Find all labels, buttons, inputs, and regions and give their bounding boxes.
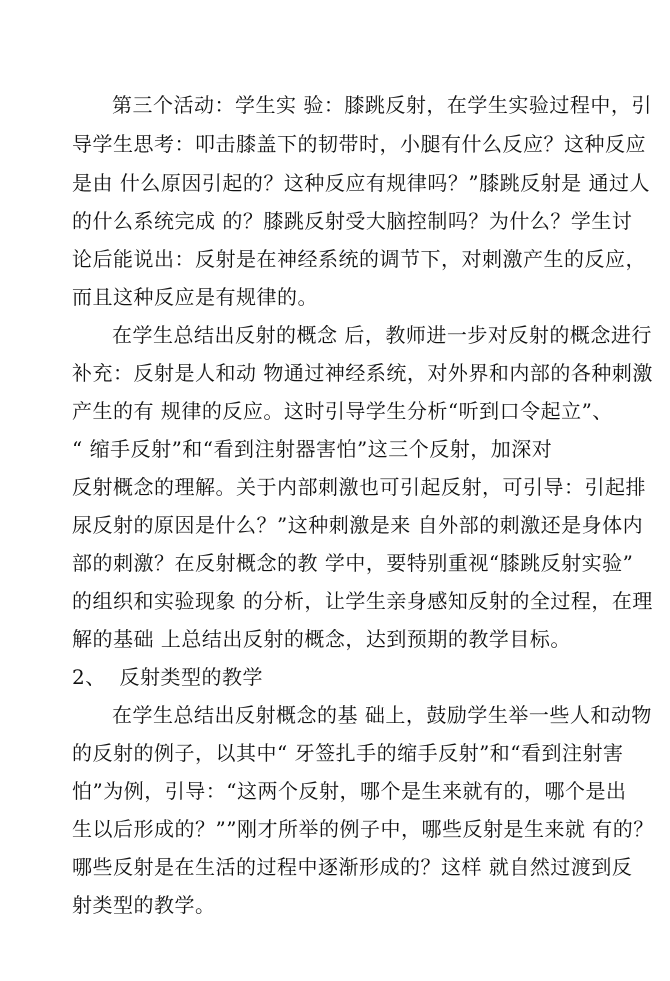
paragraph-2-line-2: 补充：反射是人和动 物通过神经系统，对外界和内部的各种刺激: [72, 361, 653, 385]
paragraph-1-line-6: 而且这种反应是有规律的。: [72, 285, 318, 309]
paragraph-3-line-4: 生以后形成的？””刚才所举的例子中，哪些反射是生来就 有的？: [72, 817, 654, 841]
paragraph-1-line-3: 是由 什么原因引起的？这种反应有规律吗？”膝跳反射是 通过人: [72, 171, 650, 195]
paragraph-1-line-4: 的什么系统完成 的？膝跳反射受大脑控制吗？为什么？学生讨: [72, 209, 633, 233]
paragraph-2-line-8: 的组织和实验现象 的分析，让学生亲身感知反射的全过程，在理: [72, 589, 653, 613]
paragraph-1-line-2: 导学生思考：叩击膝盖下的韧带时，小腿有什么反应？这种反应: [72, 132, 646, 156]
paragraph-2-line-5: 反射概念的理解。关于内部刺激也可引起反射，可引导：引起排: [72, 475, 646, 499]
paragraph-2-line-4: “ 缩手反射”和“看到注射器害怕”这三个反射，加深对: [72, 437, 553, 461]
paragraph-3-line-3: 怕”为例，引导：“这两个反射，哪个是生来就有的，哪个是出: [72, 779, 627, 803]
paragraph-3-line-2: 的反射的例子，以其中“ 牙签扎手的缩手反射”和“看到注射害: [72, 741, 624, 765]
paragraph-2-line-1: 在学生总结出反射的概念 后，教师进一步对反射的概念进行: [112, 323, 652, 347]
paragraph-3-line-5: 哪些反射是在生活的过程中逐渐形成的？这样 就自然过渡到反: [72, 855, 633, 879]
paragraph-1-line-1: 第三个活动：学生实 验：膝跳反射，在学生实验过程中，引: [112, 93, 652, 117]
paragraph-2-line-6: 尿反射的原因是什么？”这种刺激是来 自外部的刺激还是身体内: [72, 513, 644, 537]
paragraph-2-line-3: 产生的有 规律的反应。这时引导学生分析“听到口令起立”、: [72, 399, 613, 423]
paragraph-3-line-6: 射类型的教学。: [72, 893, 216, 917]
paragraph-3-line-1: 在学生总结出反射概念的基 础上，鼓励学生举一些人和动物: [112, 703, 652, 727]
paragraph-2-line-9: 解的基础 上总结出反射的概念，达到预期的教学目标。: [72, 627, 571, 651]
paragraph-2-line-7: 部的刺激？在反射概念的教 学中，要特别重视“膝跳反射实验”: [72, 551, 634, 575]
section-heading-2: 2、 反射类型的教学: [72, 665, 263, 689]
paragraph-1-line-5: 论后能说出：反射是在神经系统的调节下，对刺激产生的反应，: [72, 247, 646, 271]
